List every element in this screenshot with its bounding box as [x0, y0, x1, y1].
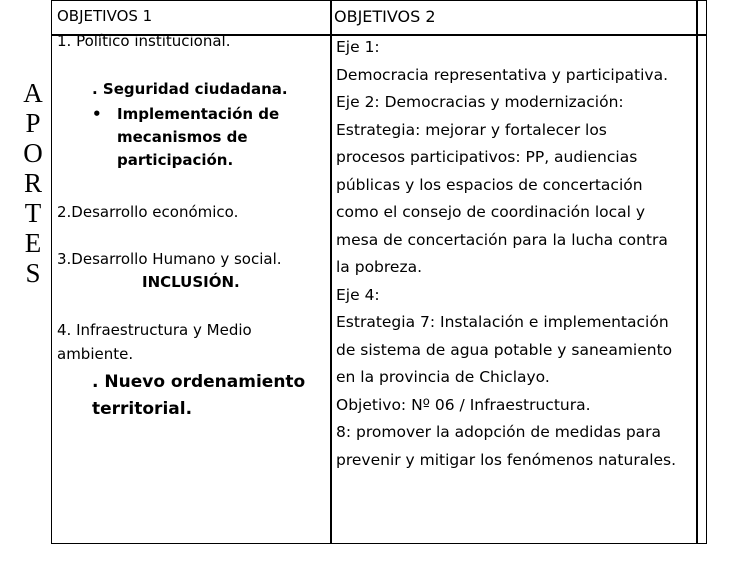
side-letter: A — [23, 78, 43, 108]
side-letter: O — [23, 138, 43, 168]
objetivos-2-line: procesos participativos: PP, audiencias — [336, 148, 638, 166]
objetivos-2-line: Objetivo: Nº 06 / Infraestructura. — [336, 395, 591, 414]
objetivos-2-line: de sistema de agua potable y saneamiento — [336, 340, 673, 359]
side-letter: T — [24, 198, 42, 228]
politico-institucional: 1. Político institucional. — [57, 32, 231, 50]
objetivos-2-line: Estrategia 7: Instalación e implementación — [336, 313, 669, 331]
objetivos-2-line: Estrategia: mejorar y fortalecer los — [336, 120, 607, 139]
side-letter: P — [25, 108, 41, 138]
right-inner-border — [696, 0, 698, 544]
implementacion-line-3: participación. — [117, 151, 234, 169]
implementacion-line-2: mecanismos de — [117, 128, 248, 146]
objetivos-1-header: OBJETIVOS 1 — [57, 7, 153, 25]
objetivos-2-line: prevenir y mitigar los fenómenos naturales. — [336, 450, 677, 469]
objetivos-2-line: en la provincia de Chiclayo. — [336, 368, 550, 386]
ordenamiento-line-1: . Nuevo ordenamiento — [92, 372, 306, 392]
desarrollo-humano: 3.Desarrollo Humano y social. — [57, 250, 282, 268]
objetivos-2-line: públicas y los espacios de concertación — [336, 175, 643, 194]
objetivos-2-list — [336, 34, 676, 474]
objetivos-2-line: Eje 1: — [336, 38, 380, 56]
inclusion: INCLUSIÓN. — [142, 273, 240, 291]
side-letter: E — [24, 228, 42, 258]
ordenamiento-line-2: territorial. — [92, 399, 193, 419]
side-letter: S — [25, 258, 41, 288]
objetivos-2-line: mesa de concertación para la lucha contra — [336, 230, 668, 249]
seguridad-ciudadana: . Seguridad ciudadana. — [92, 80, 288, 98]
objetivos-2-header: OBJETIVOS 2 — [334, 7, 436, 26]
aportes-side-label — [18, 78, 48, 288]
objetivos-2-line: Eje 2: Democracias y modernización: — [336, 93, 624, 111]
objetivos-2-line: la pobreza. — [336, 258, 423, 276]
bullet-marker: • — [92, 105, 102, 123]
objetivos-2-line: Eje 4: — [336, 285, 380, 304]
column-divider — [330, 0, 332, 544]
implementacion-line-1: Implementación de — [117, 105, 280, 123]
objetivos-2-line: Democracia representativa y participativa. — [336, 65, 669, 84]
desarrollo-economico: 2.Desarrollo económico. — [57, 203, 239, 221]
side-letter: R — [23, 168, 42, 198]
infraestructura-line-1: 4. Infraestructura y Medio — [57, 321, 252, 339]
infraestructura-line-2: ambiente. — [57, 345, 134, 363]
objetivos-2-line: 8: promover la adopción de medidas para — [336, 423, 662, 441]
objetivos-2-line: como el consejo de coordinación local y — [336, 203, 646, 221]
